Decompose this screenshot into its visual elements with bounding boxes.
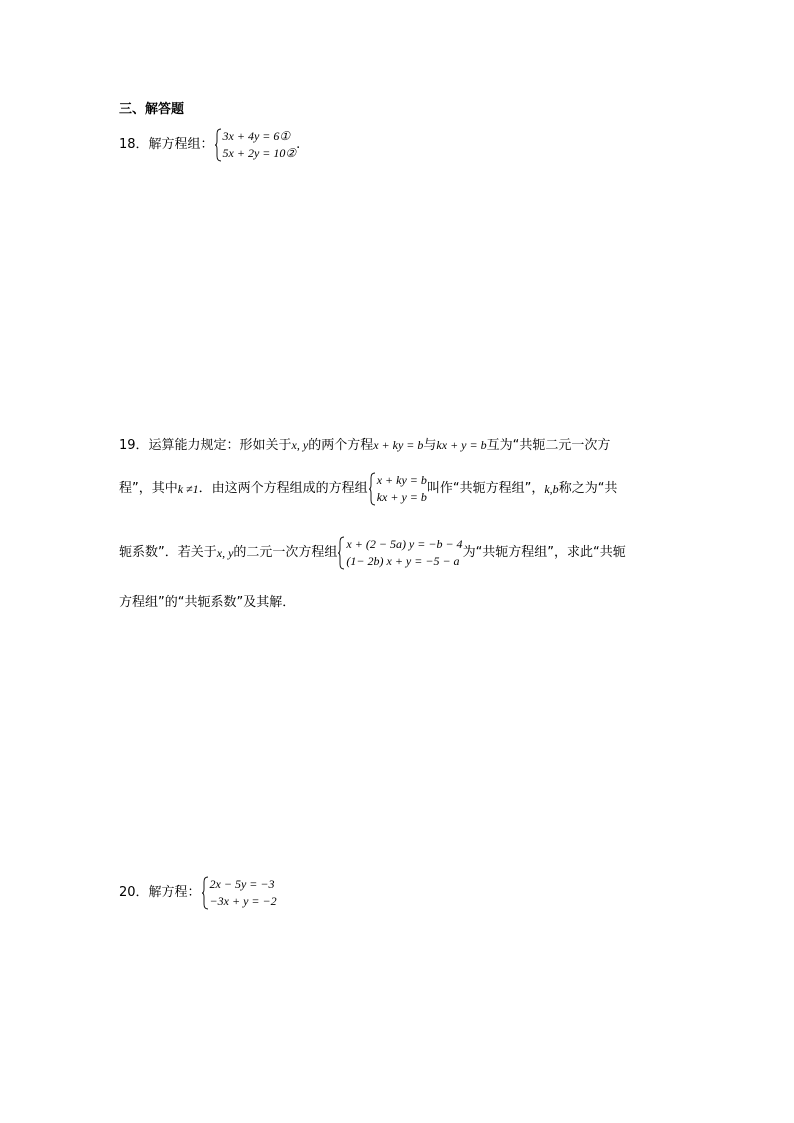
q20-system bbox=[201, 876, 277, 910]
q19-text: ．由这两个方程组成的方程组 bbox=[198, 481, 368, 496]
q19-text: 的二元一次方程组 bbox=[233, 545, 338, 560]
question-19-line-1 bbox=[119, 436, 610, 455]
q19-coefficients: k,b bbox=[544, 482, 559, 496]
q19-text: 轭系数”．若关于 bbox=[119, 545, 217, 560]
brace-icon bbox=[201, 876, 209, 910]
q19-text: 与 bbox=[423, 438, 437, 453]
q18-equation-1: 3x + 4y = 6① bbox=[222, 129, 291, 143]
q19-equation: kx + y = b bbox=[436, 438, 487, 452]
question-19-line-3 bbox=[119, 536, 626, 570]
q20-prefix: 20．解方程： bbox=[119, 885, 201, 900]
q18-suffix: . bbox=[296, 137, 301, 152]
q19-equation: x + ky = b bbox=[373, 438, 424, 452]
q18-equation-2: 5x + 2y = 10② bbox=[222, 146, 297, 160]
question-19-line-2 bbox=[119, 472, 617, 506]
q19-text: 叫作“共轭方程组”， bbox=[426, 481, 545, 496]
q18-prefix: 18．解方程组： bbox=[119, 137, 214, 152]
q19-condition: k ≠1 bbox=[177, 482, 199, 496]
brace-icon bbox=[368, 472, 376, 506]
q18-system bbox=[214, 128, 297, 162]
brace-icon bbox=[214, 128, 222, 162]
question-19-line-4 bbox=[119, 594, 295, 612]
q19-text: 19．运算能力规定：形如关于 bbox=[119, 438, 292, 453]
q19-given-eq-1: x + (2 − 5a) y = −b − 4 bbox=[346, 537, 463, 551]
q19-text: 为“共轭方程组”，求此“共轭 bbox=[462, 545, 626, 560]
question-18 bbox=[119, 128, 300, 162]
brace-icon bbox=[337, 536, 345, 570]
q19-text: 方程组”的“共轭系数”及其解． bbox=[119, 595, 296, 610]
q20-equation-1: 2x − 5y = −3 bbox=[209, 877, 275, 891]
q19-conjugate-system bbox=[368, 472, 427, 506]
q19-given-system bbox=[337, 536, 462, 570]
q19-text: 的两个方程 bbox=[308, 438, 374, 453]
q20-equation-2: −3x + y = −2 bbox=[209, 894, 277, 908]
question-20 bbox=[119, 876, 277, 910]
q19-variables: x, y bbox=[216, 546, 234, 560]
q19-given-eq-2: (1− 2b) x + y = −5 − a bbox=[346, 554, 460, 568]
q19-text: 称之为“共 bbox=[558, 481, 618, 496]
q19-system-eq-2: kx + y = b bbox=[376, 490, 427, 504]
q19-text: 程”，其中 bbox=[119, 481, 178, 496]
section-title: 三、解答题 bbox=[119, 102, 185, 117]
q19-variables: x, y bbox=[291, 438, 309, 452]
q19-text: 互为“共轭二元一次方 bbox=[486, 438, 611, 453]
q19-system-eq-1: x + ky = b bbox=[376, 473, 427, 487]
